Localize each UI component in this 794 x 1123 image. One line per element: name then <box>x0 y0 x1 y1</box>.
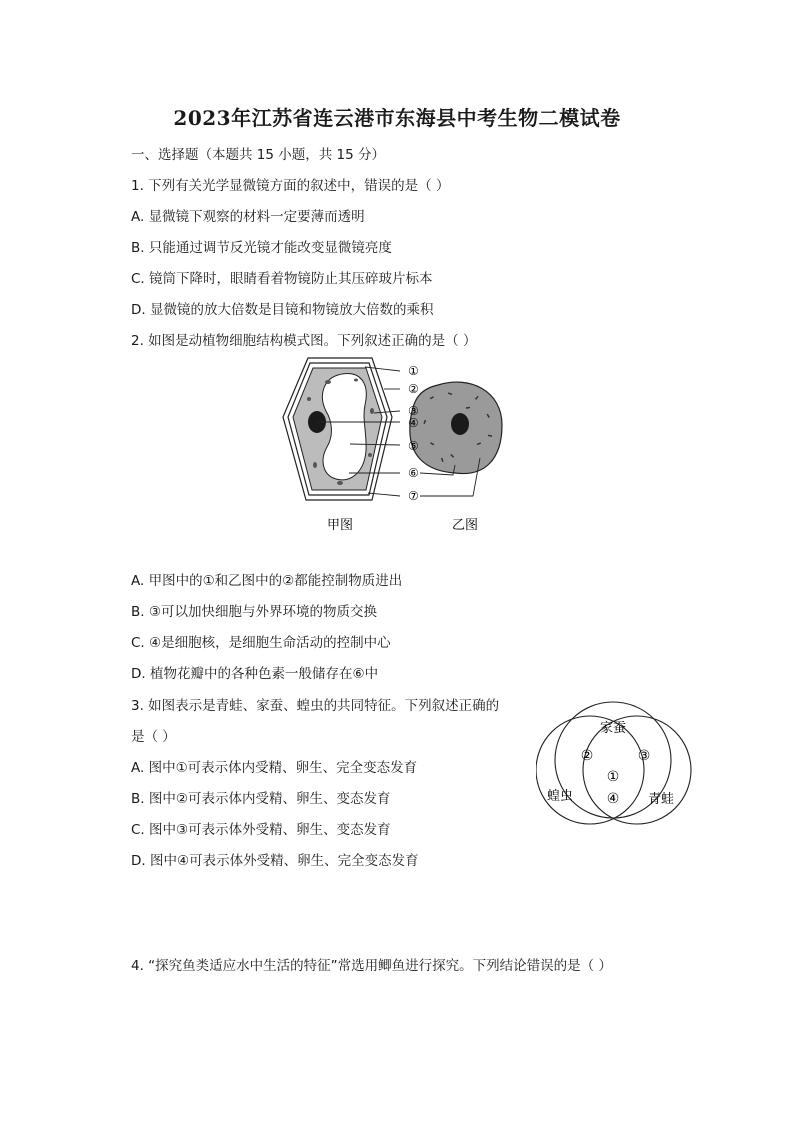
question-2-stem: 2. 如图是动植物细胞结构模式图。下列叙述正确的是（ ） <box>131 333 477 349</box>
figure-label-2: ② <box>408 382 419 396</box>
figure-label-7: ⑦ <box>408 489 419 503</box>
question-3-stem-line2: 是（ ） <box>131 729 176 745</box>
q1-option-a[interactable]: A. 显微镜下观察的材料一定要薄而透明 <box>131 209 365 225</box>
figure-label-3: ③ <box>408 404 419 418</box>
caption-yi: 乙图 <box>452 518 479 533</box>
chloroplast <box>313 462 317 468</box>
chloroplast <box>354 379 358 382</box>
question-4-stem: 4. “探究鱼类适应水中生活的特征”常选用鲫鱼进行探究。下列结论错误的是（ ） <box>131 958 612 974</box>
q2-option-d[interactable]: D. 植物花瓣中的各种色素一般储存在⑥中 <box>131 666 379 682</box>
animal-nucleus <box>451 413 469 435</box>
question-1-stem: 1. 下列有关光学显微镜方面的叙述中，错误的是（ ） <box>131 178 450 194</box>
chloroplast <box>337 481 343 485</box>
chloroplast <box>368 453 372 457</box>
venn-diagram <box>536 700 694 826</box>
venn-label-frog: 青蛙 <box>647 792 675 807</box>
q3-option-d[interactable]: D. 图中④可表示体外受精、卵生、完全变态发育 <box>131 853 419 869</box>
figure-label-1: ① <box>408 364 419 378</box>
venn-circle-locust <box>536 716 644 824</box>
figure-label-5: ⑤ <box>408 439 419 453</box>
q1-option-c[interactable]: C. 镜筒下降时，眼睛看着物镜防止其压碎玻片标本 <box>131 271 433 287</box>
venn-label-locust: 蝗虫 <box>546 789 574 804</box>
q2-option-a[interactable]: A. 甲图中的①和乙图中的②都能控制物质进出 <box>131 573 403 589</box>
venn-region-1: ① <box>606 769 620 785</box>
section-heading: 一、选择题（本题共 15 小题，共 15 分） <box>131 147 386 163</box>
q2-option-c[interactable]: C. ④是细胞核，是细胞生命活动的控制中心 <box>131 635 391 651</box>
page-title: 2023年江苏省连云港市东海县中考生物二模试卷 <box>173 106 621 130</box>
q1-option-b[interactable]: B. 只能通过调节反光镜才能改变显微镜亮度 <box>131 240 392 256</box>
q3-option-a[interactable]: A. 图中①可表示体内受精、卵生、完全变态发育 <box>131 760 418 776</box>
venn-region-4: ④ <box>606 791 620 807</box>
question-3-stem-line1: 3. 如图表示是青蛙、家蚕、蝗虫的共同特征。下列叙述正确的 <box>131 698 500 714</box>
venn-region-3: ③ <box>637 748 651 764</box>
figure-label-6: ⑥ <box>408 466 419 480</box>
q3-option-c[interactable]: C. 图中③可表示体外受精、卵生、变态发育 <box>131 822 391 838</box>
cell-structure-figure <box>280 355 510 540</box>
venn-label-silkworm: 家蚕 <box>599 721 627 736</box>
venn-region-2: ② <box>580 748 594 764</box>
q1-option-d[interactable]: D. 显微镜的放大倍数是目镜和物镜放大倍数的乘积 <box>131 302 434 318</box>
chloroplast <box>307 397 311 401</box>
caption-jia: 甲图 <box>327 518 354 533</box>
chloroplast <box>325 380 331 384</box>
q3-option-b[interactable]: B. 图中②可表示体内受精、卵生、变态发育 <box>131 791 391 807</box>
figure-label-4: ④ <box>408 416 419 430</box>
q2-option-b[interactable]: B. ③可以加快细胞与外界环境的物质交换 <box>131 604 377 620</box>
chloroplast <box>370 408 374 414</box>
